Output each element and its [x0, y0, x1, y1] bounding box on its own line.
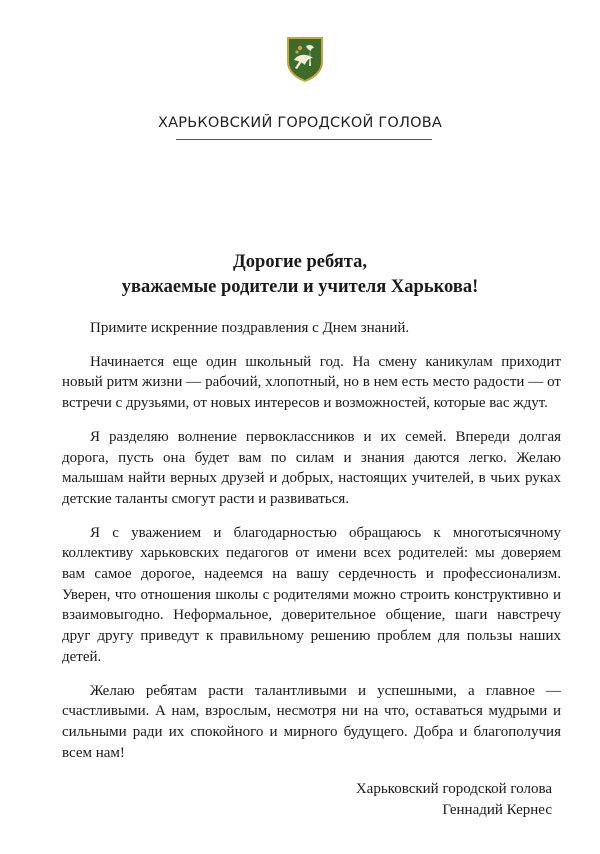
letter-body	[62, 318, 561, 776]
paragraph: Я разделяю волнение первоклассников и их семей. Впереди долгая дорога, пусть она будет вам по силам и знания даются легко. Желаю малышам найти верных друзей и добрых, настоящих учителей, в чьих руках детские таланты смогут расти и развиваться.	[62, 428, 561, 507]
office-title: ХАРЬКОВСКИЙ ГОРОДСКОЙ ГОЛОВА	[158, 115, 442, 131]
greeting-line-1: Дорогие ребята,	[233, 252, 367, 272]
signature-block	[356, 779, 552, 821]
paragraph: Я с уважением и благодарностью обращаюсь к многотысячному коллективу харьковских педагогов от имени всех родителей: мы доверяем вам самое дорогое, надеемся на вашу сердечность и профессионализм. Уверен, что отношения школы с родителями можно строить конструктивно и взаимовыгодно. Неформальное, доверительное общение, шаги навстречу друг другу приведут к правильному решению проблем для пользы наших детей.	[62, 524, 561, 665]
paragraph: Желаю ребятам расти талантливыми и успешными, а главное — счастливыми. А нам, взрослым, несмотря ни на что, оставаться мудрыми и сильными ради их спокойного и мирного будущего. Добра и благополучия всем нам!	[62, 682, 561, 761]
paragraph: Начинается еще один школьный год. На смену каникулам приходит новый ритм жизни — рабочий, хлопотный, но в нем есть место радости — от встречи с друзьями, от новых интересов и возможностей, которые вас ждут.	[62, 353, 561, 412]
greeting-line-2: уважаемые родители и учителя Харькова!	[121, 277, 479, 297]
signature-name: Геннадий Кернес	[442, 802, 552, 818]
kharkiv-coat-of-arms-icon	[286, 36, 324, 82]
signature-position: Харьковский городской голова	[355, 781, 552, 797]
greeting-heading	[0, 250, 600, 300]
paragraph: Примите искренние поздравления с Днем знаний.	[90, 320, 410, 336]
header-divider	[176, 139, 432, 140]
